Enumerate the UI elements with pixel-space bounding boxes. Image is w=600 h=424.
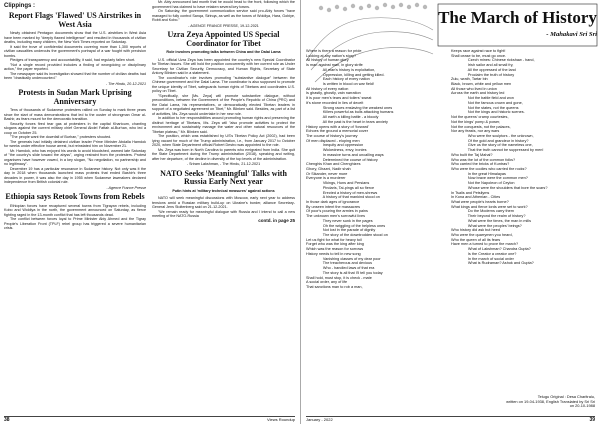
article-paragraph: Newly obtained Pentagon documents show that the U.S. airstrikes in West Asia have been marked by "deeply flawed intelligence" and resulted in thousands of civilian deaths, including many children, the New York Times reported on Saturday. — [4, 31, 146, 45]
poem-line: Looking at any nation's story? — [306, 53, 357, 58]
article-paragraph: The coordinator's role involves promoting "substantive dialogue" between the Chinese government and the Dalai Lama. The coordinator is also supposed to promote the unique identity of Tibet, safeguards human rights of Tibetans and coordinates U.S. policy on Tibet. — [152, 75, 295, 94]
poem-line: What were the times, the man in mills — [451, 218, 531, 223]
article-paragraph: The position, which was established by US's Tibetan Policy Act (2002), had been lying vacant for much of the Trump administration, i.e., from January 2017 to October 2020, when State Department official Robert Destro was appointed to the role. — [152, 134, 295, 148]
poem-title: The March of History — [438, 8, 597, 27]
poem-line: Who carried the bricks of Kuntras? — [451, 162, 510, 167]
poem-line: That sanctions man to rob a man, — [306, 284, 363, 289]
article-headline: NATO Seeks 'Meaningful' Talks with Russia Early Next year — [160, 168, 287, 187]
poem-line: Vikings, Huns and Persians — [306, 181, 370, 186]
poem-banner — [438, 4, 597, 46]
poem-line: It is poor men's tears and toilers' sweat — [306, 96, 372, 101]
poem-line: Who was the lot of the common folks? — [451, 157, 516, 162]
poem-line: In Kona and Athenian - Cities — [451, 195, 501, 200]
poem-line: Not the kings' pomp & power, — [451, 119, 501, 124]
poem-line: Of poor's pouring the armies in pains — [306, 209, 368, 214]
poem-line: Is the Creator a creator one? — [451, 251, 517, 256]
footer-rule-right — [306, 416, 595, 417]
poem-line: What is Rudraman? Ashok and Gupta? — [451, 261, 534, 266]
poem-line: Not the queens' cramp courtesies, — [451, 115, 509, 120]
poem-line: The unknown men's sorrowful lives — [306, 214, 365, 219]
poem-line: Ghory, Ghazni, Nadir shah — [306, 166, 351, 171]
poem-line: What kings and fierce lords were set to work? — [451, 204, 528, 209]
poem-line: Not the Napoleon of Ceylon — [451, 181, 515, 186]
poem-line: Of the gold and grandeur in history? — [451, 138, 529, 143]
poem-line: Is ghastly, ghostly, vain narration — [306, 91, 361, 96]
poem-line: What were the peoples' beings? — [451, 223, 522, 228]
poem-line: All history of every nation — [306, 86, 349, 91]
poem-line: In massive turns and uncalling ways — [306, 152, 384, 157]
footer-magazine-name: Views Roundup — [267, 417, 295, 422]
poem-line: Forget who was the king after king — [306, 242, 364, 247]
left-column-2 — [152, 0, 295, 223]
poem-line: Or Sikander, never more — [306, 171, 348, 176]
poem-line: The treacherous and devious — [306, 261, 372, 266]
poem-line: Shall cease to be, must go once. — [451, 53, 507, 58]
article-paragraph: U.S. official Uzra Zeya has been appointed the country's new Special Coordinator for Tibetan Issues. She will hold the position concurrently with her current role as Under Secretary for Civilian Security, Democracy, and Human Rights, Secretary of State Antony Blinken said in a statement. — [152, 57, 295, 76]
article-paragraph: The generals had initially detained civilian leader Prime Minister Abdalla Hamdok for weeks under effective house arrest, but reinstated him on November 21. — [4, 139, 146, 149]
credit-line: on 20-10-1988 — [569, 403, 595, 409]
poem-line: Czech mines: Chinese rickshaw - hand, — [451, 58, 535, 63]
poem-line: Who were the coolies who carried the rocks? — [451, 166, 527, 171]
poem-line: A history of that mankind stood on — [306, 195, 380, 200]
footer-rule — [4, 416, 295, 417]
poem-line: Inequity and oppression — [306, 143, 364, 148]
poem-line: Each history of every nation — [306, 77, 370, 82]
poem-line: Keeps race against race to fight! — [451, 49, 506, 53]
credit-line: written on 19-04-1938, English Translated by Sri Sri — [506, 398, 595, 404]
article-paragraph: Tens of thousands of Sudanese protesters rallied on Sunday to mark three years since the start of mass demonstrations that led to the ouster of strongman Omar al-Bashir, as fears mount for the democratic transition. — [4, 108, 146, 122]
clippings-label: Clippings : — [4, 3, 35, 9]
right-footer — [301, 416, 600, 424]
article-paragraph: Pledges of transparency and accountability, it said, had regularly fallen short. — [10, 58, 136, 63]
poem-line: Not the kings and historic scenes. — [451, 110, 525, 115]
translation-credit — [506, 395, 595, 409]
page-number-left: 38 — [4, 417, 10, 423]
poem-line: Not the famous crown and gone, — [451, 100, 523, 105]
poem-line: What were people's hearts borne? — [451, 200, 509, 204]
poem-line: All earth a killing battle - a bloody — [306, 115, 379, 120]
article-subhead: Putin hints at 'military technical measures' against actions — [172, 188, 275, 193]
credit-line: Telugu Original : Desa Charitralu, — [537, 394, 595, 399]
poem-byline: - Mahakavi Sri Sri — [546, 31, 597, 38]
article-source: - The Hindu, 20-12-2021 — [105, 81, 146, 86]
poem-line: Is man against man, in glory strife — [306, 63, 363, 68]
poem-line: Killers powerful as bulls attacking humans — [306, 110, 394, 115]
poem-line: Not lost in the parade of dignity — [306, 228, 376, 233]
poem-line: Have men a turned to prove the march? — [451, 242, 519, 247]
poem-line: Erected a history of men-shrews — [306, 190, 378, 195]
poem-line: All the past is the heart in tears anxiety — [306, 119, 388, 124]
poem-line: Across the earth and history led — [451, 91, 505, 96]
poem-line: Where is there a reason for pride — [306, 49, 362, 53]
poem-line: Who were the sculptors - the unknown, — [451, 133, 534, 138]
poem-line: Nor any feasts, nor any wars — [451, 129, 500, 134]
article-paragraph: "Not a single record provided includes a finding of wrongdoing or disciplinary action," the paper reported. — [4, 62, 146, 72]
poem-line: Vanishing classes of my dear poor — [306, 256, 381, 261]
article-paragraph: Security forces fired tear gas at protesters in the capital Khartoum, chanting slogans against the current military chief General Abdel Fattah al-Burhan, who led a coup on October 25. — [4, 121, 146, 135]
article-paragraph: On Saturday, the government communication service said pro-Abiy forces "have managed to fully control Sanqa, Sirinqa, as well as the towns of Woldiya, Hara, Gobiye, Robit and Kobo." — [152, 9, 295, 22]
article-paragraph: The conflict between forces loyal to Prime Minister Abiy Ahmed and the Tigray People's Liberation Front (TPLF) rebel group has triggered a severe humanitarian crisis. — [4, 217, 146, 231]
poem-line: What of Lakshman? Chandra Gupta? — [451, 247, 531, 252]
article-headline: Ethiopia says Retook Towns from Rebels — [5, 192, 145, 202]
poem-line: In the great Himalayas — [451, 171, 506, 176]
continued-note: contd. in page 25 — [258, 217, 295, 223]
poem-line: Who built the Taj Mahal? — [451, 152, 493, 157]
poem-line: Now brave were the common men? — [451, 176, 528, 181]
article-source: - AGENCE FRANCE PRESSE, 19-12-2021 — [188, 23, 259, 28]
poem-line: In Tsalis and Petsliyms — [451, 190, 490, 195]
article-paragraph: NATO will seek meaningful discussions with Moscow, early next year to address tensions amid a Russian military build-up on Ukraine's border, alliance Secretary-General Jens Stoltenberg said on 21-12-2021. — [152, 196, 295, 210]
article-paragraph: Mr. Hamdok, who has enjoyed his words to avoid bloodshed, warned late Saturday of "the country's slide toward the abyss", urging restraint from the protesters. Protest organisers have however vowed, in a key slogan, "No negotiation, no partnership and no legitimacy". — [4, 148, 146, 167]
article-paragraph: "The people want the downfall of Burhan," protesters shouted. — [10, 135, 112, 140]
poem-line: Irish sailor and all small fry, — [451, 63, 514, 68]
poem-line: All the oppressed of the land — [451, 67, 516, 72]
article-paragraph: In addition to her responsibilities around promoting human rights and preserving the distinct heritage of Tibetans, Ms. Zeya will "also promote activities to protect the environment and sustainably manage the water and other natural resources of the Tibetan plateau," Mr. Blinken said. — [152, 116, 295, 134]
poem-line: Chenghis Khan and Chenghizes — [306, 162, 361, 167]
article-source: - Agence France Presse — [106, 185, 146, 190]
footer-date: January - 2022 — [306, 417, 333, 422]
poem-line: All history of human glory — [306, 58, 349, 63]
poem-line: Of men displaced - eloping men — [306, 138, 360, 143]
article-paragraph: Mr. Abiy announced last month that he would head to the front, following which the government has claimed to have retaken several key towns. — [152, 0, 295, 9]
poem-column-1 — [306, 49, 393, 290]
article-paragraph: It said the trove of confidential documents covering more than 1,300 reports of civilian casualties undercuts the government's portrayal of a war fought with precision bombs. — [4, 44, 146, 58]
poem-line: History needs to tell in new song — [306, 251, 361, 256]
right-page — [300, 0, 600, 424]
poem-line: Not the battle field and won — [451, 96, 514, 101]
poem-line: In those dark ages of ignorance — [306, 200, 360, 204]
poem-line: Strong races enslaving the weakest ones — [306, 105, 393, 110]
poem-line: Determined the course of history — [306, 157, 378, 162]
poem-line: Everyone is a murderer — [306, 176, 346, 181]
poem-line: Who history did ask but heed — [451, 228, 500, 233]
poem-line: Let us fight for what for heavy toil — [306, 237, 362, 242]
poem-line: History opens with a story of 'forward' — [306, 124, 369, 129]
article-headline: Report Flags 'Flawed' US Airstrikes in West Asia — [8, 11, 142, 29]
article-paragraph: "Specifically, she [Ms. Zeya] will promote substantive dialogue, without preconditions, between the Government of the People's Republic of China (PRC) and the Dalai Lama, his representatives, or democratically elected Tibetan leaders in support of a negotiated agreement on Tibet," Mr. Blinken said. Besides, as part of a list of activities, Ms. Zeya would undertake in her new role. — [152, 93, 295, 116]
poem-line: Pindaris, Tai-pings all so fierce — [306, 185, 375, 190]
poem-line: Shall hold, must stop, it is check - mate — [306, 275, 372, 280]
poem-line: By unseen intent the massacres — [306, 204, 361, 209]
poem-line: Not the states, not the queens — [451, 105, 519, 110]
poem-line: Which was the reason for sorrows — [306, 247, 364, 252]
poem-line: A social order, any of life — [306, 280, 348, 285]
poem-line: All those who lived in union — [451, 86, 497, 91]
article-paragraph: Ms. Zeya was born in North Carolina to parents who emigrated from India. She quit the State Department during the Trump administration (2018), speaking and writing, after her departure, of the decline in diversity of the top levels of the administration. — [152, 147, 295, 161]
poem-line: In the march of social order — [451, 256, 514, 261]
poem-line: Wickedness, envy, ironies — [306, 148, 367, 153]
poem-line: Who were the quarrymen you heard, — [451, 233, 513, 238]
left-footer — [4, 416, 295, 424]
poem-line: Give us the story of the nameless one, — [451, 143, 533, 148]
poem-line: Echoes the ground a memorial cover — [306, 129, 369, 134]
poem-line: Oppression, killing and getting killed. — [306, 72, 385, 77]
poem-line: Who - handled laws of that era — [306, 266, 375, 271]
left-page — [0, 0, 299, 424]
poem-line: Who the queen of all its fears — [451, 237, 501, 242]
poem-line: The story of the downtrodden stood on — [306, 233, 388, 238]
article-headline: Protests in Sudan Mark Uprising Anniversary — [18, 88, 132, 106]
article-paragraph: Ethiopian forces have recaptured several towns from Tigrayan rebels, including Kobo and Woldiya in the north, the government announced on Saturday, as fierce fighting raged in the 13-month conflict that has left thousands dead. — [4, 203, 146, 217]
poem-line: They never sunk in the pages — [306, 218, 373, 223]
poem-line: Their beyond the realm of history? — [451, 214, 526, 219]
article-subhead: Role involves promoting talks between China and the Dalai Lama — [166, 50, 281, 55]
article-paragraph: "We remain ready for meaningful dialogue with Russia and I intend to call a new meeting of the NATO-Russia — [152, 209, 295, 219]
poem-line: Oh the wriggling of the helpless ones — [306, 223, 386, 228]
article-paragraph: December 19 has a particular resonance in Sudanese history. Not only was it the day in 2018 when thousands launched mass protests that ended Bashir's three decades in power, it was also the day in 1955 when Sudanese lawmakers declared independence from British colonial rule. — [4, 166, 146, 185]
poem-line: Do the Moderns carry them — [451, 209, 514, 214]
poem-line: Zulu, wrath, Tartar bin — [451, 77, 488, 82]
page-number-right: 39 — [589, 417, 595, 423]
article-headline: Uzra Zeya Appointed US Special Coordinator for Tibet — [167, 30, 280, 48]
left-column-1 — [4, 0, 146, 231]
poem-line: The course of history's journey — [306, 133, 358, 138]
poem-line: Black, brown, white and yellow men — [451, 82, 512, 87]
poem-line: Whose were the shoulders that bore the scars? — [451, 185, 548, 190]
poem-line: The story is all that I'll tell you today — [306, 270, 383, 275]
poem-line: It's stone recorded in lies of deceit — [306, 100, 364, 105]
poem-line: That the truth cannot be suppressed by men! — [451, 148, 544, 153]
poem-line: Proclaim the truth of history — [451, 72, 515, 77]
poem-line: Not the conquests, not the palaces, — [451, 124, 511, 129]
poem-line: All man's history is exploitation, — [306, 67, 376, 72]
poem-column-2 — [451, 49, 547, 266]
poem-line: Is written in blood on war field! — [306, 82, 374, 87]
article-paragraph: The newspaper said its investigation showed that the number of civilian deaths had been "drastically undercounted." — [4, 71, 146, 81]
article-source: - Sriram Lakshman, - The Hindu, 21-12-2021 — [186, 162, 261, 167]
